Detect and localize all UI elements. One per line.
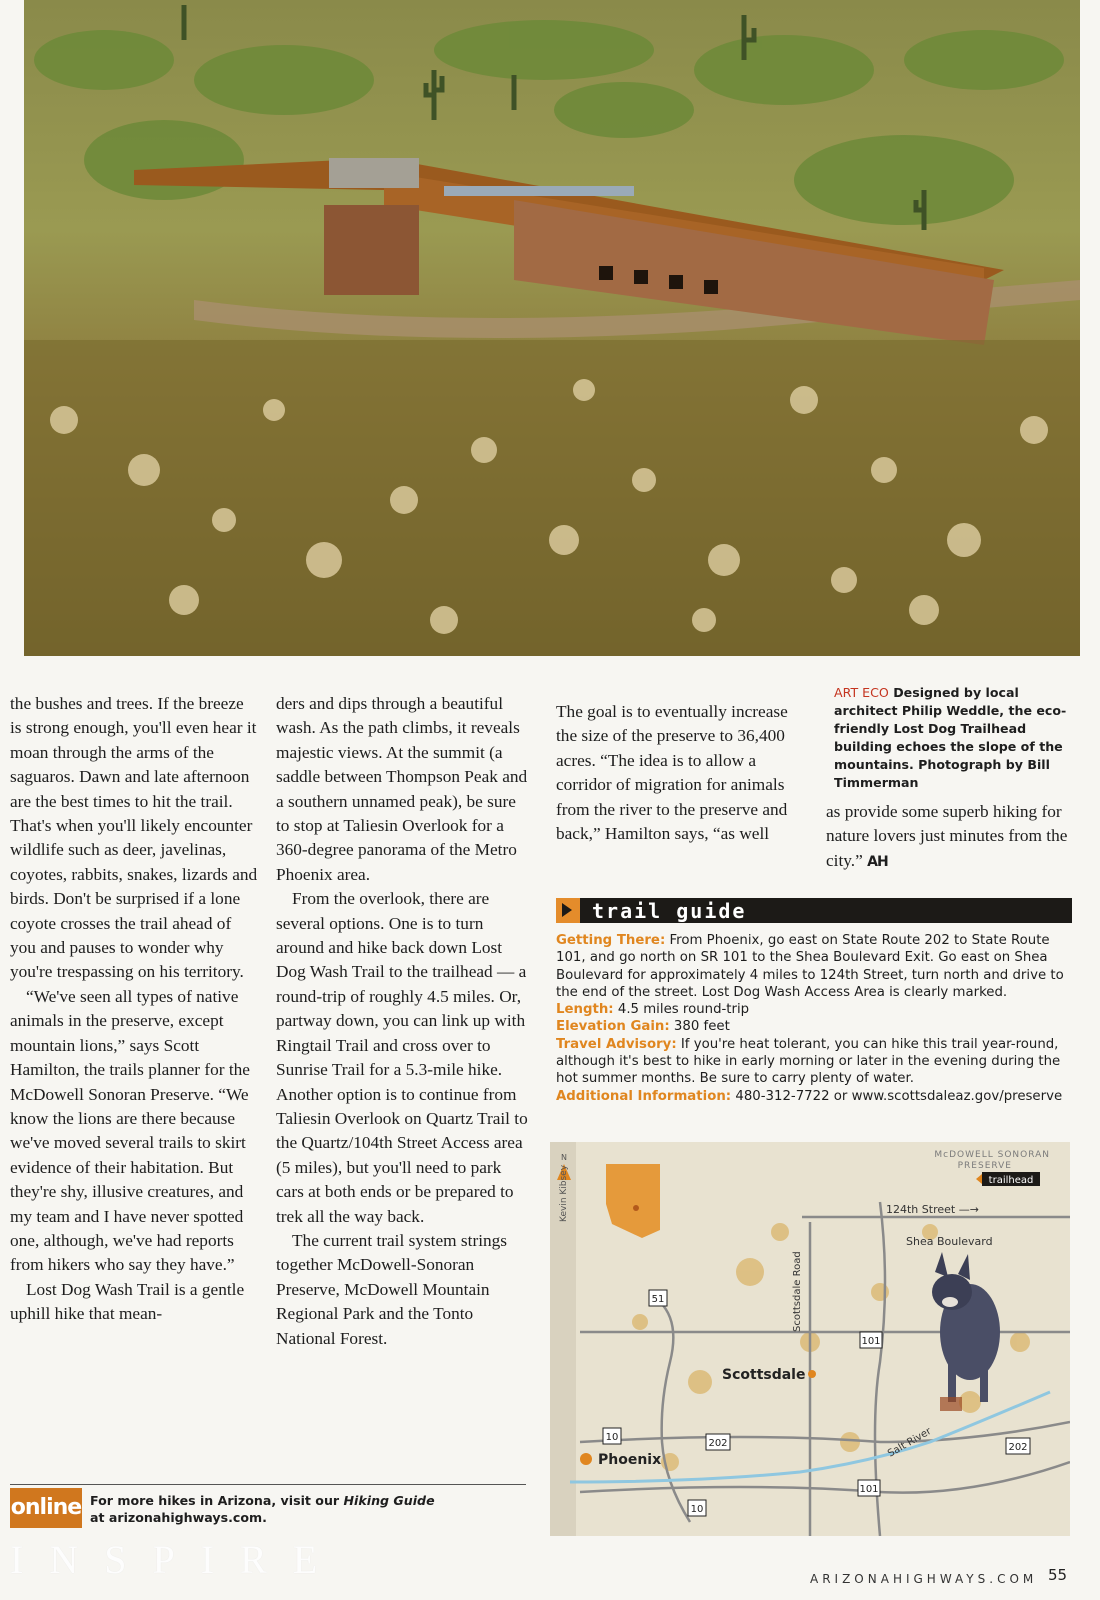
- svg-text:202: 202: [1008, 1442, 1028, 1453]
- divider: [10, 1484, 526, 1485]
- footer-site: ARIZONAHIGHWAYS.COM: [810, 1572, 1038, 1586]
- svg-text:101: 101: [859, 1484, 879, 1495]
- article-column-2: [276, 692, 528, 1351]
- online-promo-text: For more hikes in Arizona, visit our Hiking Guide at arizonahighways.com.: [90, 1493, 435, 1525]
- svg-text:Scottsdale: Scottsdale: [722, 1367, 806, 1383]
- article-paragraph: as provide some superb hiking for nature lovers just minutes from the city.” AH: [826, 802, 1068, 870]
- trail-guide-header: [556, 898, 1072, 923]
- page-number: 55: [1048, 1566, 1068, 1584]
- caption-text: Designed by local architect Philip Weddle, the eco-friendly Lost Dog Trailhead building echoes the slope of the mountains. Photograph by Bill Timmerman: [834, 685, 1067, 790]
- trail-guide-item: Length: 4.5 miles round-trip: [556, 1002, 750, 1018]
- svg-text:124th Street —→: 124th Street —→: [886, 1203, 979, 1216]
- svg-text:PRESERVE: PRESERVE: [957, 1161, 1012, 1171]
- svg-text:202: 202: [708, 1438, 728, 1449]
- svg-text:Salt River: Salt River: [886, 1425, 934, 1460]
- article-paragraph: The goal is to eventually increase the size of the preserve to 36,400 acres. “The idea is to allow a corridor of migration for animals from the river to the preserve and back,” Hamilton says, “as well: [556, 702, 788, 844]
- article-paragraph: the bushes and trees. If the breeze is strong enough, you'll even hear it moan through the arms of the saguaros. Dawn and late afternoon are the best times to hit the trail. That's when you'll likely encounter wildlife such as deer, javelinas, coyotes, rabbits, snakes, lizards and birds. Don't be surprised if a lone coyote crosses the trail ahead of you and pauses to wonder why you're trespassing on his territory.: [10, 694, 258, 982]
- trail-guide-body: [556, 932, 1076, 1105]
- end-mark: AH: [867, 853, 888, 870]
- article-paragraph: From the overlook, there are several options. One is to turn around and hike back down Lost Dog Wash Trail to the trailhead — a round-trip of roughly 4.5 miles. Or, partway down, you can link up with Ringtail Trail and cross over to Sunrise Trail for a 5.3-mile hike. Another option is to continue from Taliesin Overlook on Quartz Trail to the Quartz/104th Street Access area (5 miles), but you'll need to park cars at both ends or be prepared to trek all the way back.: [276, 889, 528, 1226]
- svg-text:10: 10: [690, 1504, 704, 1515]
- svg-text:trailhead: trailhead: [988, 1175, 1034, 1186]
- hiking-guide-link[interactable]: Hiking Guide: [343, 1493, 435, 1508]
- chevron-right-icon: [556, 898, 580, 923]
- article-paragraph: “We've seen all types of native animals in the preserve, except mountain lions,” says Scott Hamilton, the trails planner for the McDowell Sonoran Preserve. “We know the lions are there because we've moved several trails to skirt evidence of their habitation. But they're shy, illusive creatures, and my team and I have never spotted one, although, we've had reports from hikers who say they have.”: [10, 986, 250, 1275]
- svg-text:Scottsdale Road: Scottsdale Road: [792, 1251, 803, 1332]
- trail-guide-item: Getting There: From Phoenix, go east on State Route 202 to State Route 101, and go north on SR 101 to the Shea Boulevard Exit. Go east on Shea Boulevard for approximately 4 miles to 124th Street, turn north and drive to the end of the street. Lost Dog Wash Access Area is clearly marked.: [556, 933, 1064, 1000]
- article-column-4: [826, 800, 1076, 874]
- article-paragraph: ders and dips through a beautiful wash. As the path climbs, it reveals majestic views. At the summit (a saddle between Thompson Peak and a southern unnamed peak), be sure to stop at Taliesin Overlook for a 360-degree panorama of the Metro Phoenix area.: [276, 694, 528, 884]
- desert-trailhead-photo-icon: [24, 0, 1080, 656]
- trail-map: [550, 1142, 1070, 1536]
- ghost-watermark-text: INSPIRE: [10, 1537, 344, 1582]
- caption-kicker: ART ECO: [834, 685, 889, 700]
- trail-guide-item: Elevation Gain: 380 feet: [556, 1019, 730, 1035]
- article-paragraph: Lost Dog Wash Trail is a gentle uphill hike that mean-: [10, 1279, 245, 1324]
- article-column-1: [10, 692, 258, 1327]
- svg-text:Shea Boulevard: Shea Boulevard: [906, 1235, 993, 1248]
- trailhead-photo: [24, 0, 1080, 656]
- svg-text:Kevin Kibsey: Kevin Kibsey: [559, 1164, 569, 1222]
- svg-text:Phoenix: Phoenix: [598, 1452, 662, 1468]
- trail-guide-title: trail guide: [592, 899, 747, 923]
- article-column-3: [556, 700, 808, 846]
- trail-guide-item: Additional Information: 480-312-7722 or www.scottsdaleaz.gov/preserve: [556, 1088, 1063, 1104]
- svg-text:McDOWELL SONORAN: McDOWELL SONORAN: [934, 1150, 1050, 1160]
- map-graphic: [550, 1142, 1070, 1536]
- svg-text:N: N: [561, 1153, 567, 1162]
- trail-guide-item: Travel Advisory: If you're heat tolerant, you can hike this trail year-round, although it's best to hike in early morning or later in the evening during the hot summer months. Be sure to carry plenty of water.: [556, 1036, 1061, 1087]
- svg-text:101: 101: [861, 1336, 881, 1347]
- svg-text:10: 10: [605, 1432, 619, 1443]
- online-logo: online: [10, 1488, 82, 1528]
- photo-caption: [834, 684, 1084, 792]
- article-paragraph: The current trail system strings together McDowell-Sonoran Preserve, McDowell Mountain Regional Park and the Tonto National Forest.: [276, 1230, 508, 1348]
- svg-text:51: 51: [651, 1294, 665, 1305]
